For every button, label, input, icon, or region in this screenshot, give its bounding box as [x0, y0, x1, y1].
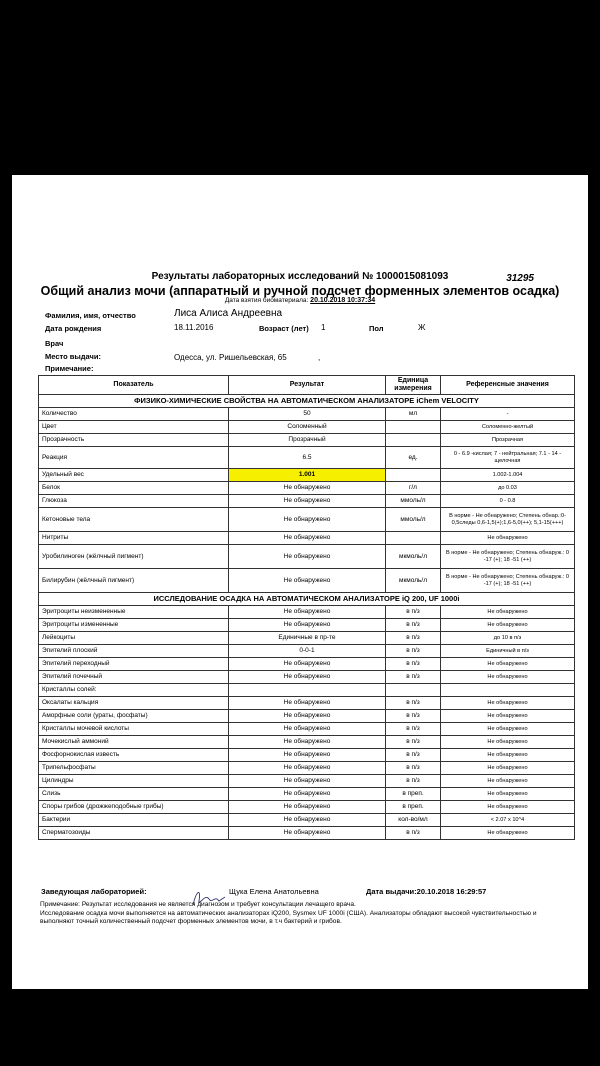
- age-label: Возраст (лет): [259, 324, 309, 333]
- param-cell: Эритроциты неизмененные: [39, 606, 229, 619]
- unit-cell: в п/з: [386, 645, 441, 658]
- param-cell: Глюкоза: [39, 495, 229, 508]
- unit-cell: ммоль/л: [386, 495, 441, 508]
- table-row: [39, 482, 575, 495]
- table-row: [39, 788, 575, 801]
- table-row: [39, 775, 575, 788]
- result-cell: Не обнаружено: [229, 827, 386, 840]
- col-header: Референсные значения: [441, 376, 575, 395]
- reference-cell: Не обнаружено: [441, 697, 575, 710]
- reference-cell: -: [441, 408, 575, 421]
- table-row: [39, 606, 575, 619]
- result-cell: 6.5: [229, 447, 386, 469]
- issue-place: Одесса, ул. Ришельевская, 65: [174, 353, 287, 362]
- table-row: [39, 736, 575, 749]
- table-row: [39, 495, 575, 508]
- result-cell: Не обнаружено: [229, 710, 386, 723]
- name-label: Фамилия, имя, отчество: [45, 311, 136, 320]
- result-cell: Не обнаружено: [229, 814, 386, 827]
- unit-cell: в п/з: [386, 697, 441, 710]
- patient-sex: Ж: [418, 323, 426, 332]
- result-cell: 1.001: [229, 469, 386, 482]
- result-cell: [229, 684, 386, 697]
- param-cell: Кристаллы мочевой кислоты: [39, 723, 229, 736]
- issue-date-line: [366, 887, 486, 896]
- table-row: [39, 749, 575, 762]
- result-cell: Не обнаружено: [229, 671, 386, 684]
- reference-cell: до 10 в п/з: [441, 632, 575, 645]
- place-label: Место выдачи:: [45, 352, 101, 361]
- unit-cell: в п/з: [386, 619, 441, 632]
- dob-label: Дата рождения: [45, 324, 102, 333]
- number-label: №: [362, 271, 374, 282]
- param-cell: Лейкоциты: [39, 632, 229, 645]
- param-cell: Кристаллы солей:: [39, 684, 229, 697]
- param-cell: Белок: [39, 482, 229, 495]
- table-row: [39, 684, 575, 697]
- report-number: 1000015081093: [376, 271, 449, 282]
- result-cell: Не обнаружено: [229, 495, 386, 508]
- param-cell: Прозрачность: [39, 434, 229, 447]
- reference-cell: Не обнаружено: [441, 619, 575, 632]
- unit-cell: в преп.: [386, 788, 441, 801]
- result-cell: Не обнаружено: [229, 697, 386, 710]
- reference-cell: Не обнаружено: [441, 788, 575, 801]
- reference-cell: В норме - Не обнаружено; Степень обнаруж.: 0 -17 (+); 18 -51 (++): [441, 569, 575, 593]
- unit-cell: в п/з: [386, 723, 441, 736]
- reference-cell: 0 - 0.8: [441, 495, 575, 508]
- issue-place-suffix: ,: [318, 353, 321, 362]
- reference-cell: 0 - 6.9 -кислая; 7 - нейтральная; 7.1 - 14 - щелочная: [441, 447, 575, 469]
- unit-cell: мкмоль/л: [386, 569, 441, 593]
- unit-cell: в п/з: [386, 827, 441, 840]
- unit-cell: ммоль/л: [386, 508, 441, 532]
- table-row: [39, 421, 575, 434]
- table-row: [39, 710, 575, 723]
- reference-cell: Не обнаружено: [441, 710, 575, 723]
- result-cell: Не обнаружено: [229, 749, 386, 762]
- unit-cell: [386, 532, 441, 545]
- param-cell: Мочекислый аммоний: [39, 736, 229, 749]
- result-cell: 0-0-1: [229, 645, 386, 658]
- param-cell: Эпителий почечный: [39, 671, 229, 684]
- patient-name: Лиса Алиса Андреевна: [174, 308, 283, 319]
- unit-cell: в п/з: [386, 762, 441, 775]
- param-cell: Реакция: [39, 447, 229, 469]
- param-cell: Эритроциты измененные: [39, 619, 229, 632]
- unit-cell: кол-во/мл: [386, 814, 441, 827]
- result-cell: Не обнаружено: [229, 658, 386, 671]
- unit-cell: мкмоль/л: [386, 545, 441, 569]
- unit-cell: в п/з: [386, 710, 441, 723]
- unit-cell: в п/з: [386, 671, 441, 684]
- param-cell: Билирубин (жёлчный пигмент): [39, 569, 229, 593]
- section-title: ИССЛЕДОВАНИЕ ОСАДКА НА АВТОМАТИЧЕСКОМ АНАЛИЗАТОРЕ iQ 200, UF 1000i: [39, 593, 575, 606]
- table-row: [39, 532, 575, 545]
- param-cell: Аморфные соли (ураты, фосфаты): [39, 710, 229, 723]
- result-cell: 50: [229, 408, 386, 421]
- result-cell: Не обнаружено: [229, 569, 386, 593]
- section-title: ФИЗИКО-ХИМИЧЕСКИЕ СВОЙСТВА НА АВТОМАТИЧЕСКОМ АНАЛИЗАТОРЕ iChem VELOCITY: [39, 395, 575, 408]
- col-header: Результат: [229, 376, 386, 395]
- reference-cell: Не обнаружено: [441, 827, 575, 840]
- table-row: [39, 723, 575, 736]
- table-row: [39, 762, 575, 775]
- param-cell: Споры грибов (дрожжеподобные грибы): [39, 801, 229, 814]
- unit-cell: ед.: [386, 447, 441, 469]
- head-label: Заведующая лабораторией:: [41, 887, 147, 896]
- reference-cell: Соломенно-желтый: [441, 421, 575, 434]
- result-cell: Единичные в пр-те: [229, 632, 386, 645]
- sample-date-label: Дата взятия биоматериала:: [224, 297, 309, 304]
- section-row: [39, 395, 575, 408]
- title-text: Результаты лабораторных исследований: [151, 271, 360, 282]
- reference-cell: Не обнаружено: [441, 532, 575, 545]
- unit-cell: в п/з: [386, 632, 441, 645]
- table-row: [39, 671, 575, 684]
- unit-cell: [386, 469, 441, 482]
- patient-age: 1: [321, 323, 326, 332]
- table-row: [39, 827, 575, 840]
- reference-cell: 1.002-1.004: [441, 469, 575, 482]
- col-header: Показатель: [39, 376, 229, 395]
- unit-cell: в п/з: [386, 775, 441, 788]
- table-row: [39, 408, 575, 421]
- table-row: [39, 645, 575, 658]
- result-cell: Не обнаружено: [229, 801, 386, 814]
- section-row: [39, 593, 575, 606]
- unit-cell: в п/з: [386, 606, 441, 619]
- note-label: Примечание:: [45, 364, 94, 373]
- issue-date: 20.10.2018 16:29:57: [416, 887, 487, 896]
- reference-cell: Не обнаружено: [441, 606, 575, 619]
- reference-cell: Не обнаружено: [441, 775, 575, 788]
- reference-cell: < 2.07 x 10^4: [441, 814, 575, 827]
- reference-cell: Не обнаружено: [441, 736, 575, 749]
- unit-cell: в п/з: [386, 749, 441, 762]
- col-header: Единица измерения: [386, 376, 441, 395]
- table-row: [39, 447, 575, 469]
- result-cell: Не обнаружено: [229, 723, 386, 736]
- table-row: [39, 569, 575, 593]
- report-subtitle: Общий анализ мочи (аппаратный и ручной подсчет форменных элементов осадка): [40, 284, 560, 298]
- table-row: [39, 434, 575, 447]
- result-cell: Не обнаружено: [229, 788, 386, 801]
- unit-cell: г/л: [386, 482, 441, 495]
- patient-dob: 18.11.2016: [174, 323, 214, 332]
- result-cell: Не обнаружено: [229, 775, 386, 788]
- reference-cell: Не обнаружено: [441, 762, 575, 775]
- param-cell: Количество: [39, 408, 229, 421]
- head-name: Щука Елена Анатольевна: [229, 887, 319, 896]
- table-row: [39, 619, 575, 632]
- reference-cell: В норме - Не обнаружено; Степень обнар.:0-0,5следы 0,6-1,5(+);1,6-5,0(++); 5,1-15(+++): [441, 508, 575, 532]
- param-cell: Сперматозоиды: [39, 827, 229, 840]
- table-row: [39, 508, 575, 532]
- reference-cell: В норме - Не обнаружено; Степень обнаруж.: 0 -17 (+); 18 -51 (++): [441, 545, 575, 569]
- result-cell: Не обнаружено: [229, 545, 386, 569]
- unit-cell: [386, 421, 441, 434]
- param-cell: Цилиндры: [39, 775, 229, 788]
- table-row: [39, 545, 575, 569]
- unit-cell: в п/з: [386, 736, 441, 749]
- disclaimer-note: Примечание: Результат исследования не является диагнозом и требует консультации лечащего врача.: [40, 901, 356, 908]
- reference-cell: Единичный в п/з: [441, 645, 575, 658]
- param-cell: Уробилиноген (жёлчный пигмент): [39, 545, 229, 569]
- report-code: 31295: [506, 273, 534, 284]
- reference-cell: Не обнаружено: [441, 749, 575, 762]
- results-table: [38, 375, 575, 840]
- reference-cell: Не обнаружено: [441, 801, 575, 814]
- issue-date-label: Дата выдачи:: [366, 887, 417, 896]
- reference-cell: Не обнаружено: [441, 658, 575, 671]
- table-row: [39, 814, 575, 827]
- result-cell: Не обнаружено: [229, 619, 386, 632]
- param-cell: Фосфорнокислая известь: [39, 749, 229, 762]
- param-cell: Цвет: [39, 421, 229, 434]
- param-cell: Бактерии: [39, 814, 229, 827]
- param-cell: Эпителий переходный: [39, 658, 229, 671]
- table-row: [39, 801, 575, 814]
- result-cell: Не обнаружено: [229, 606, 386, 619]
- reference-cell: Не обнаружено: [441, 723, 575, 736]
- sample-date: 20.10.2018 10:37:34: [310, 297, 376, 304]
- table-row: [39, 469, 575, 482]
- unit-cell: в преп.: [386, 801, 441, 814]
- result-cell: Не обнаружено: [229, 736, 386, 749]
- result-cell: Не обнаружено: [229, 508, 386, 532]
- sample-date-line: [12, 297, 588, 304]
- table-row: [39, 632, 575, 645]
- result-cell: Прозрачный: [229, 434, 386, 447]
- reference-cell: Прозрачная: [441, 434, 575, 447]
- result-cell: Не обнаружено: [229, 762, 386, 775]
- param-cell: Слизь: [39, 788, 229, 801]
- param-cell: Нитриты: [39, 532, 229, 545]
- unit-cell: в п/з: [386, 658, 441, 671]
- unit-cell: [386, 434, 441, 447]
- result-cell: Не обнаружено: [229, 482, 386, 495]
- reference-cell: [441, 684, 575, 697]
- table-row: [39, 697, 575, 710]
- report-title: [12, 271, 588, 282]
- unit-cell: мл: [386, 408, 441, 421]
- param-cell: Кетоновые тела: [39, 508, 229, 532]
- report-page: [12, 175, 588, 989]
- param-cell: Эпителий плоский: [39, 645, 229, 658]
- table-header-row: [39, 376, 575, 395]
- param-cell: Оксалаты кальция: [39, 697, 229, 710]
- param-cell: Трипельфосфаты: [39, 762, 229, 775]
- analyzer-note: Исследование осадка мочи выполняется на автоматических анализаторах iQ200, Sysmex UF 1000i (США). Анализаторы обладают высокой чувствительностью и выполняют точный количественный подсчет форменных элементов мочи, в т.ч бактерий и грибов.: [40, 910, 537, 925]
- reference-cell: до 0.03: [441, 482, 575, 495]
- param-cell: Удельный вес: [39, 469, 229, 482]
- result-cell: Соломенный: [229, 421, 386, 434]
- table-row: [39, 658, 575, 671]
- sex-label: Пол: [369, 324, 384, 333]
- unit-cell: [386, 684, 441, 697]
- reference-cell: Не обнаружено: [441, 671, 575, 684]
- doctor-label: Врач: [45, 339, 64, 348]
- result-cell: Не обнаружено: [229, 532, 386, 545]
